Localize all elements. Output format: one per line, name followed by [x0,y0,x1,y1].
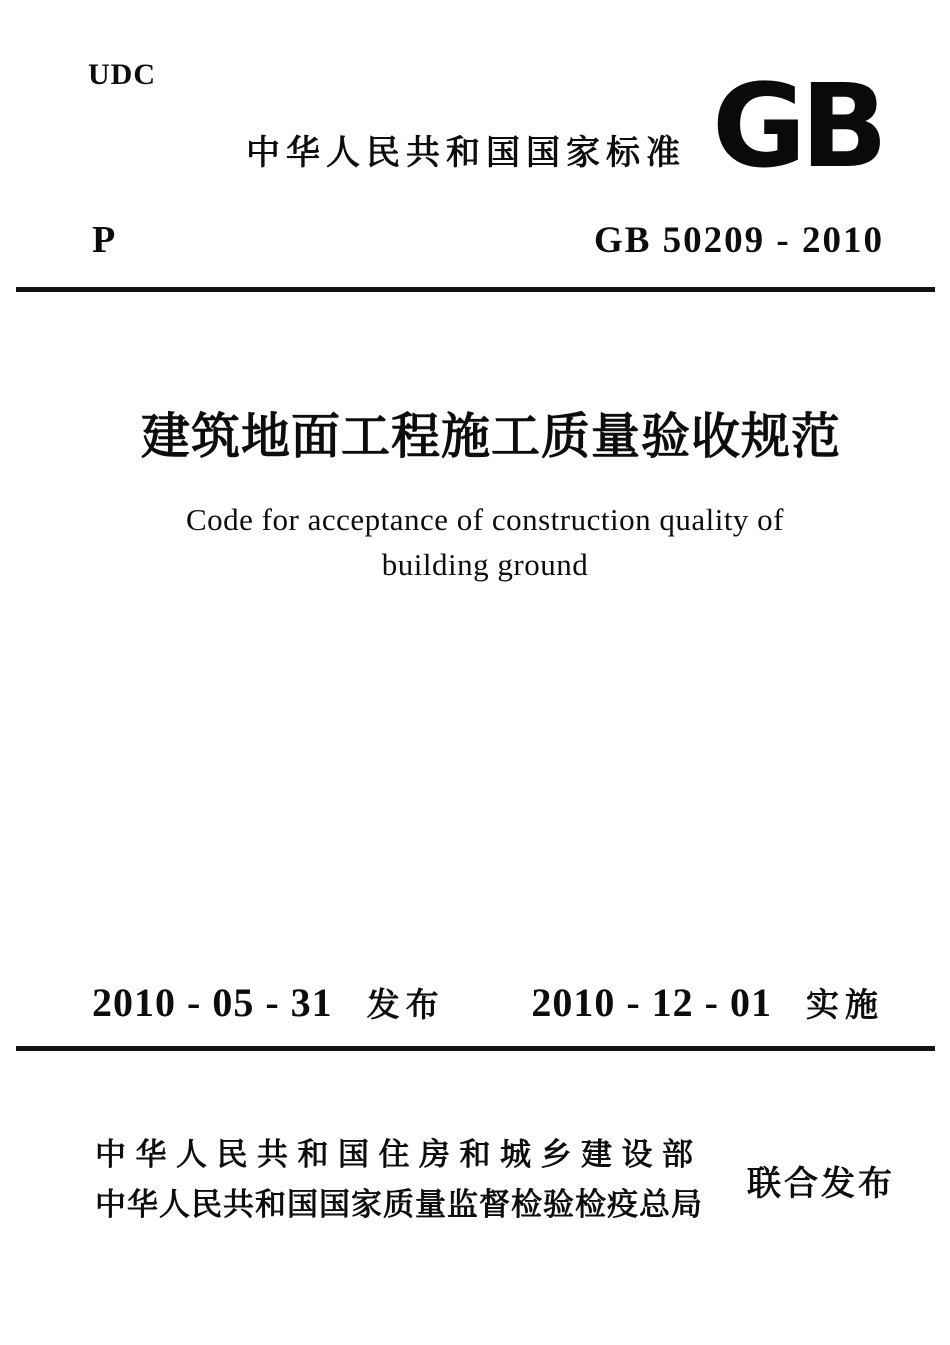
classification-row [92,221,884,259]
dates-row [92,980,884,1025]
gb-standard-logo: GB [712,60,883,194]
doc-class-label: P [92,219,116,261]
udc-label: UDC [88,58,156,91]
joint-publish-label: 联合发布 [747,1164,895,1203]
implement-date-group [531,980,884,1025]
top-rule [16,287,935,292]
publisher-names [95,1130,707,1230]
bottom-rule [16,1046,935,1051]
standard-title-en [10,497,950,587]
publishers-block [95,1130,895,1230]
publisher-line-2: 中华人民共和国国家质量监督检验检疫总局 [95,1187,703,1222]
implement-date: 2010 - 12 - 01 [531,980,772,1025]
title-en-line2: building ground [381,547,589,582]
publisher-line-1: 中华人民共和国住房和城乡建设部 [95,1137,703,1172]
issue-date-group [92,980,445,1025]
standard-title-cn: 建筑地面工程施工质量验收规范 [140,409,841,464]
standard-number: GB 50209 - 2010 [593,220,884,261]
title-en-line1: Code for acceptance of construction quality of [186,502,784,537]
national-standard-heading: 中华人民共和国国家标准 [246,134,686,172]
issue-label: 发布 [366,986,445,1023]
issue-date: 2010 - 05 - 31 [92,980,333,1025]
implement-label: 实施 [806,986,884,1023]
